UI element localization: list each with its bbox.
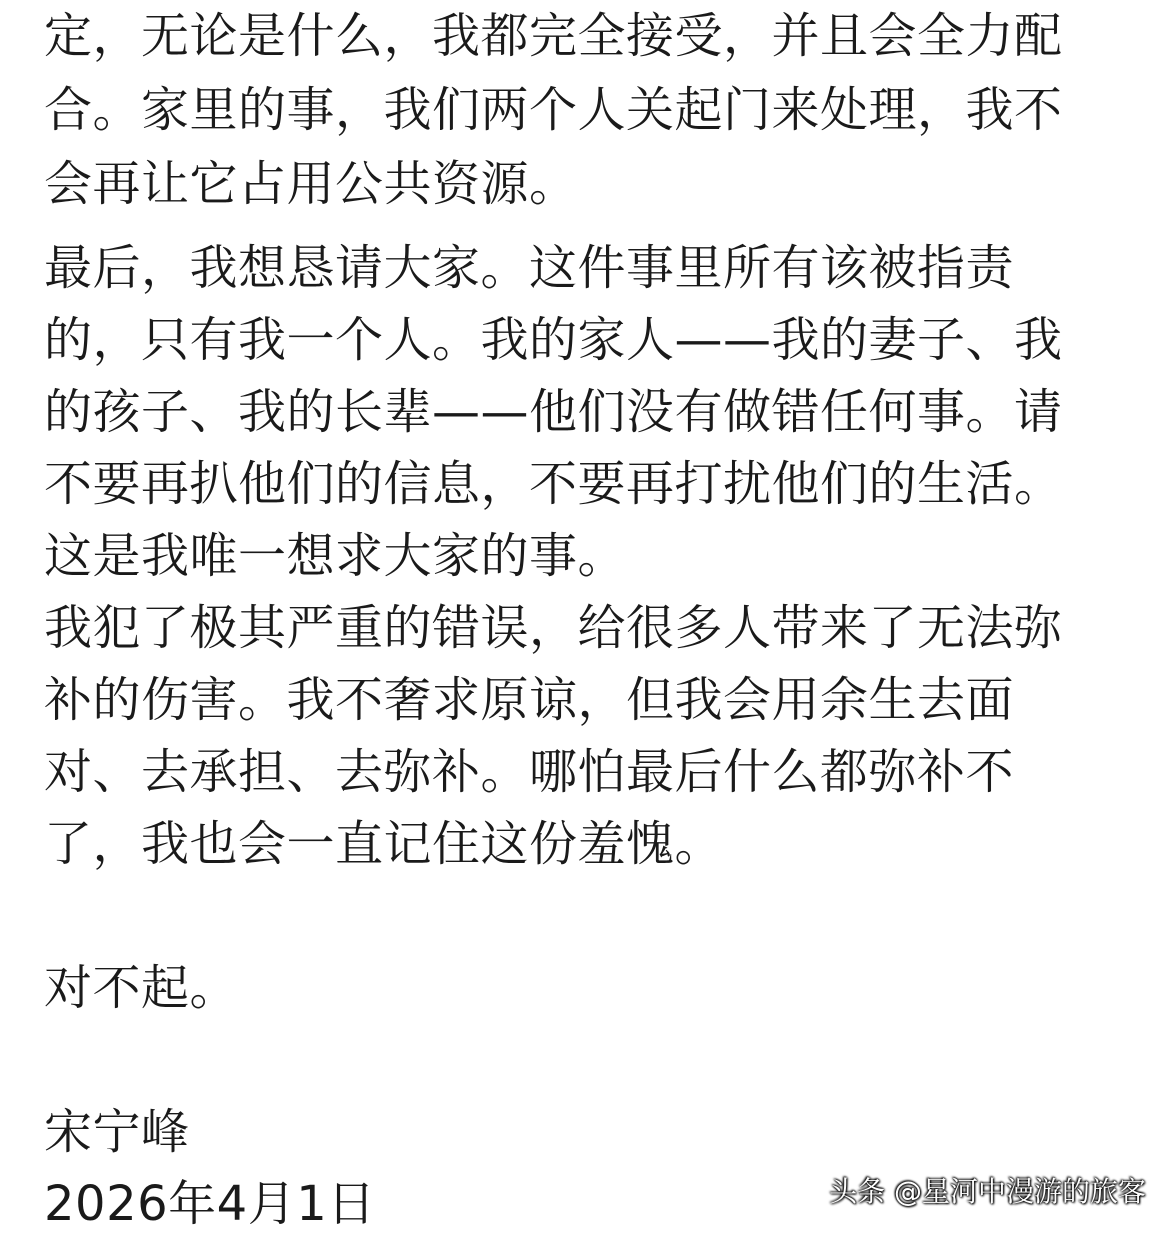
text-line: 这是我唯一想求大家的事。: [44, 528, 627, 584]
signature-date: 2026年4月1日: [44, 1176, 376, 1232]
apology-line: 对不起。: [44, 960, 239, 1016]
text-line: 的孩子、我的长辈——他们没有做错任何事。请: [44, 384, 1063, 440]
watermark-text: 头条 @星河中漫游的旅客: [829, 1175, 1146, 1208]
text-line: 我犯了极其严重的错误，给很多人带来了无法弥: [44, 600, 1063, 656]
text-line: 合。家里的事，我们两个人关起门来处理，我不: [44, 82, 1063, 138]
text-line: 定，无论是什么，我都完全接受，并且会全力配: [44, 8, 1063, 64]
text-line: 补的伤害。我不奢求原谅，但我会用余生去面: [44, 672, 1015, 728]
text-line: 会再让它占用公共资源。: [44, 156, 578, 212]
text-line: 对、去承担、去弥补。哪怕最后什么都弥补不: [44, 744, 1015, 800]
text-line: 不要再扒他们的信息，不要再打扰他们的生活。: [44, 456, 1063, 512]
text-line: 了，我也会一直记住这份羞愧。: [44, 816, 724, 872]
text-line: 最后，我想恳请大家。这件事里所有该被指责: [44, 240, 1015, 296]
signature-name: 宋宁峰: [44, 1104, 190, 1160]
text-line: 的，只有我一个人。我的家人——我的妻子、我: [44, 312, 1063, 368]
